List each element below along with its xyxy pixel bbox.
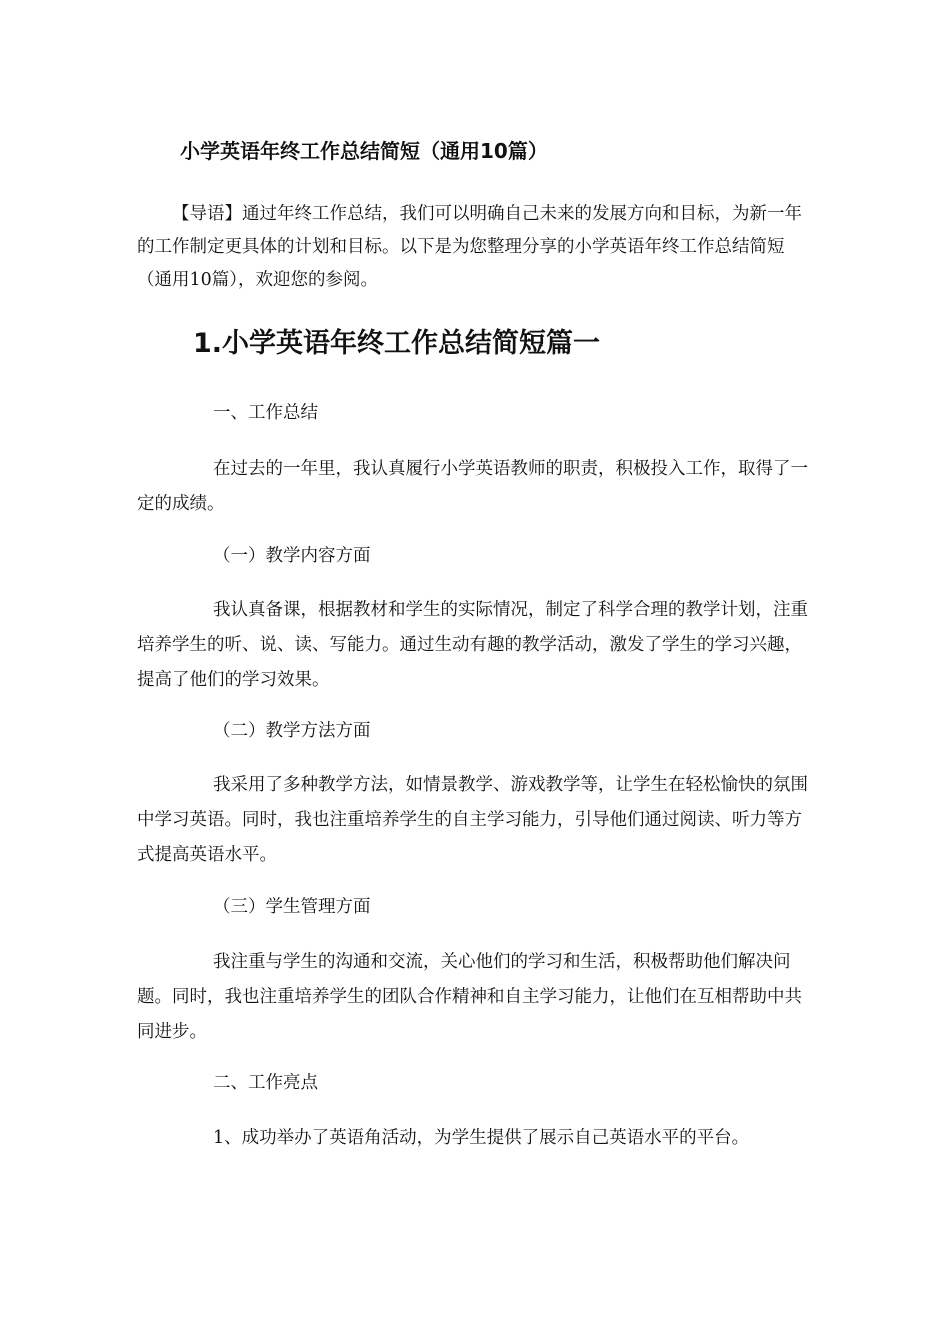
paragraph-student-management: 我注重与学生的沟通和交流，关心他们的学习和生活，积极帮助他们解决问题。同时，我也注重培养学生的团队合作精神和自主学习能力，让他们在互相帮助中共同进步。 xyxy=(137,952,802,1042)
paragraph-teaching-content: 我认真备课，根据教材和学生的实际情况，制定了科学合理的教学计划，注重培养学生的听、说、读、写能力。通过生动有趣的教学活动，激发了学生的学习兴趣，提高了他们的学习效果。 xyxy=(137,600,808,690)
subheading-teaching-content: （一）教学内容方面 xyxy=(213,546,371,566)
subheading-teaching-method: （二）教学方法方面 xyxy=(213,721,371,741)
heading-work-highlights: 二、工作亮点 xyxy=(213,1073,318,1093)
paragraph-overview: 在过去的一年里，我认真履行小学英语教师的职责，积极投入工作，取得了一定的成绩。 xyxy=(137,459,808,514)
paragraph-teaching-method: 我采用了多种教学方法，如情景教学、游戏教学等，让学生在轻松愉快的氛围中学习英语。同时，我也注重培养学生的自主学习能力，引导他们通过阅读、听力等方式提高英语水平。 xyxy=(137,775,808,865)
intro-paragraph: 【导语】通过年终工作总结，我们可以明确自己未来的发展方向和目标，为新一年的工作制定更具体的计划和目标。以下是为您整理分享的小学英语年终工作总结简短（通用10篇），欢迎您的参阅。 xyxy=(137,204,802,290)
document-title: 小学英语年终工作总结简短（通用10篇） xyxy=(180,139,548,163)
heading-work-summary: 一、工作总结 xyxy=(213,403,318,423)
section-heading: 1.小学英语年终工作总结简短篇一 xyxy=(193,328,601,359)
paragraph-highlight-1: 1、成功举办了英语角活动，为学生提供了展示自己英语水平的平台。 xyxy=(213,1128,750,1148)
subheading-student-management: （三）学生管理方面 xyxy=(213,897,371,917)
